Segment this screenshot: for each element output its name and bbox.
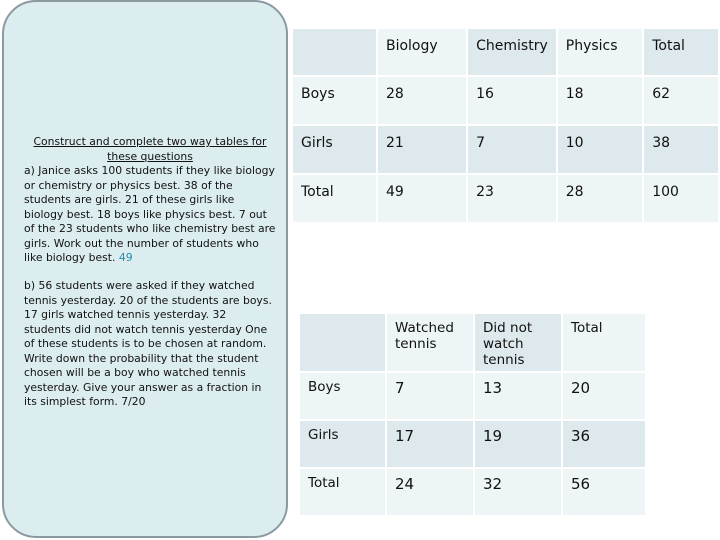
table2-cell: 13 bbox=[474, 372, 562, 420]
table1-header-biology: Biology bbox=[377, 28, 467, 76]
table1-header-row bbox=[292, 28, 719, 76]
table2-header-total: Total bbox=[562, 313, 646, 372]
part-a-answer: 49 bbox=[118, 251, 133, 264]
table1-cell: 16 bbox=[467, 76, 557, 125]
table2-cell: 36 bbox=[562, 420, 646, 468]
table2-row-total bbox=[299, 468, 646, 516]
table1-cell: 28 bbox=[377, 76, 467, 125]
table2-cell: 19 bbox=[474, 420, 562, 468]
table2-cell: 7 bbox=[386, 372, 474, 420]
table2-cell: 24 bbox=[386, 468, 474, 516]
table1-cell: 23 bbox=[467, 174, 557, 223]
table1-cell: Girls bbox=[292, 125, 377, 174]
table1-row-girls bbox=[292, 125, 719, 174]
table1-cell: 62 bbox=[643, 76, 719, 125]
question-panel bbox=[2, 0, 288, 538]
question-title: Construct and complete two way tables for these questions bbox=[33, 135, 267, 163]
part-b-text: b) 56 students were asked if they watched tennis yesterday. 20 of the students are boys. 17 girls watched tennis yesterday. 32 students did not watch tennis yesterday One of these students is to be chosen at random. Write down the probability that the student chosen will be a boy who watched tennis yesterday. Give your answer as a fraction in its simplest form. 7/20 bbox=[24, 279, 272, 408]
table1-row-boys bbox=[292, 76, 719, 125]
table1-header-total: Total bbox=[643, 28, 719, 76]
table2-cell: 20 bbox=[562, 372, 646, 420]
table2-cell: Total bbox=[299, 468, 386, 516]
table2-row-girls bbox=[299, 420, 646, 468]
table2-cell: Boys bbox=[299, 372, 386, 420]
table1-cell: 49 bbox=[377, 174, 467, 223]
question-part-a bbox=[24, 135, 276, 266]
table1-header-physics: Physics bbox=[557, 28, 643, 76]
subject-two-way-table bbox=[291, 27, 720, 224]
table2-header-did-not-watch: Did not watch tennis bbox=[474, 313, 562, 372]
table2-header-watched: Watched tennis bbox=[386, 313, 474, 372]
question-part-b bbox=[24, 279, 276, 410]
table1-cell: 21 bbox=[377, 125, 467, 174]
table2-header-blank bbox=[299, 313, 386, 372]
table1-cell: 100 bbox=[643, 174, 719, 223]
table1-row-total bbox=[292, 174, 719, 223]
table1-cell: Total bbox=[292, 174, 377, 223]
table1-header-chemistry: Chemistry bbox=[467, 28, 557, 76]
tennis-two-way-table bbox=[298, 312, 647, 517]
table1-cell: 10 bbox=[557, 125, 643, 174]
table1-cell: 7 bbox=[467, 125, 557, 174]
table1-header-blank bbox=[292, 28, 377, 76]
table1-cell: 28 bbox=[557, 174, 643, 223]
table2-header-row bbox=[299, 313, 646, 372]
part-a-text bbox=[24, 164, 276, 266]
table1-cell: 38 bbox=[643, 125, 719, 174]
table1-cell: 18 bbox=[557, 76, 643, 125]
table2-cell: 32 bbox=[474, 468, 562, 516]
table2-cell: 56 bbox=[562, 468, 646, 516]
table2-cell: Girls bbox=[299, 420, 386, 468]
table2-cell: 17 bbox=[386, 420, 474, 468]
part-a-body: a) Janice asks 100 students if they like biology or chemistry or physics best. 38 of the students are girls. 21 of these girls like biology best. 18 boys like physics best. 7 out of the 23 students who like chemistry best are girls. Work out the number of students who like biology best. bbox=[24, 164, 276, 264]
table1-cell: Boys bbox=[292, 76, 377, 125]
table2-row-boys bbox=[299, 372, 646, 420]
